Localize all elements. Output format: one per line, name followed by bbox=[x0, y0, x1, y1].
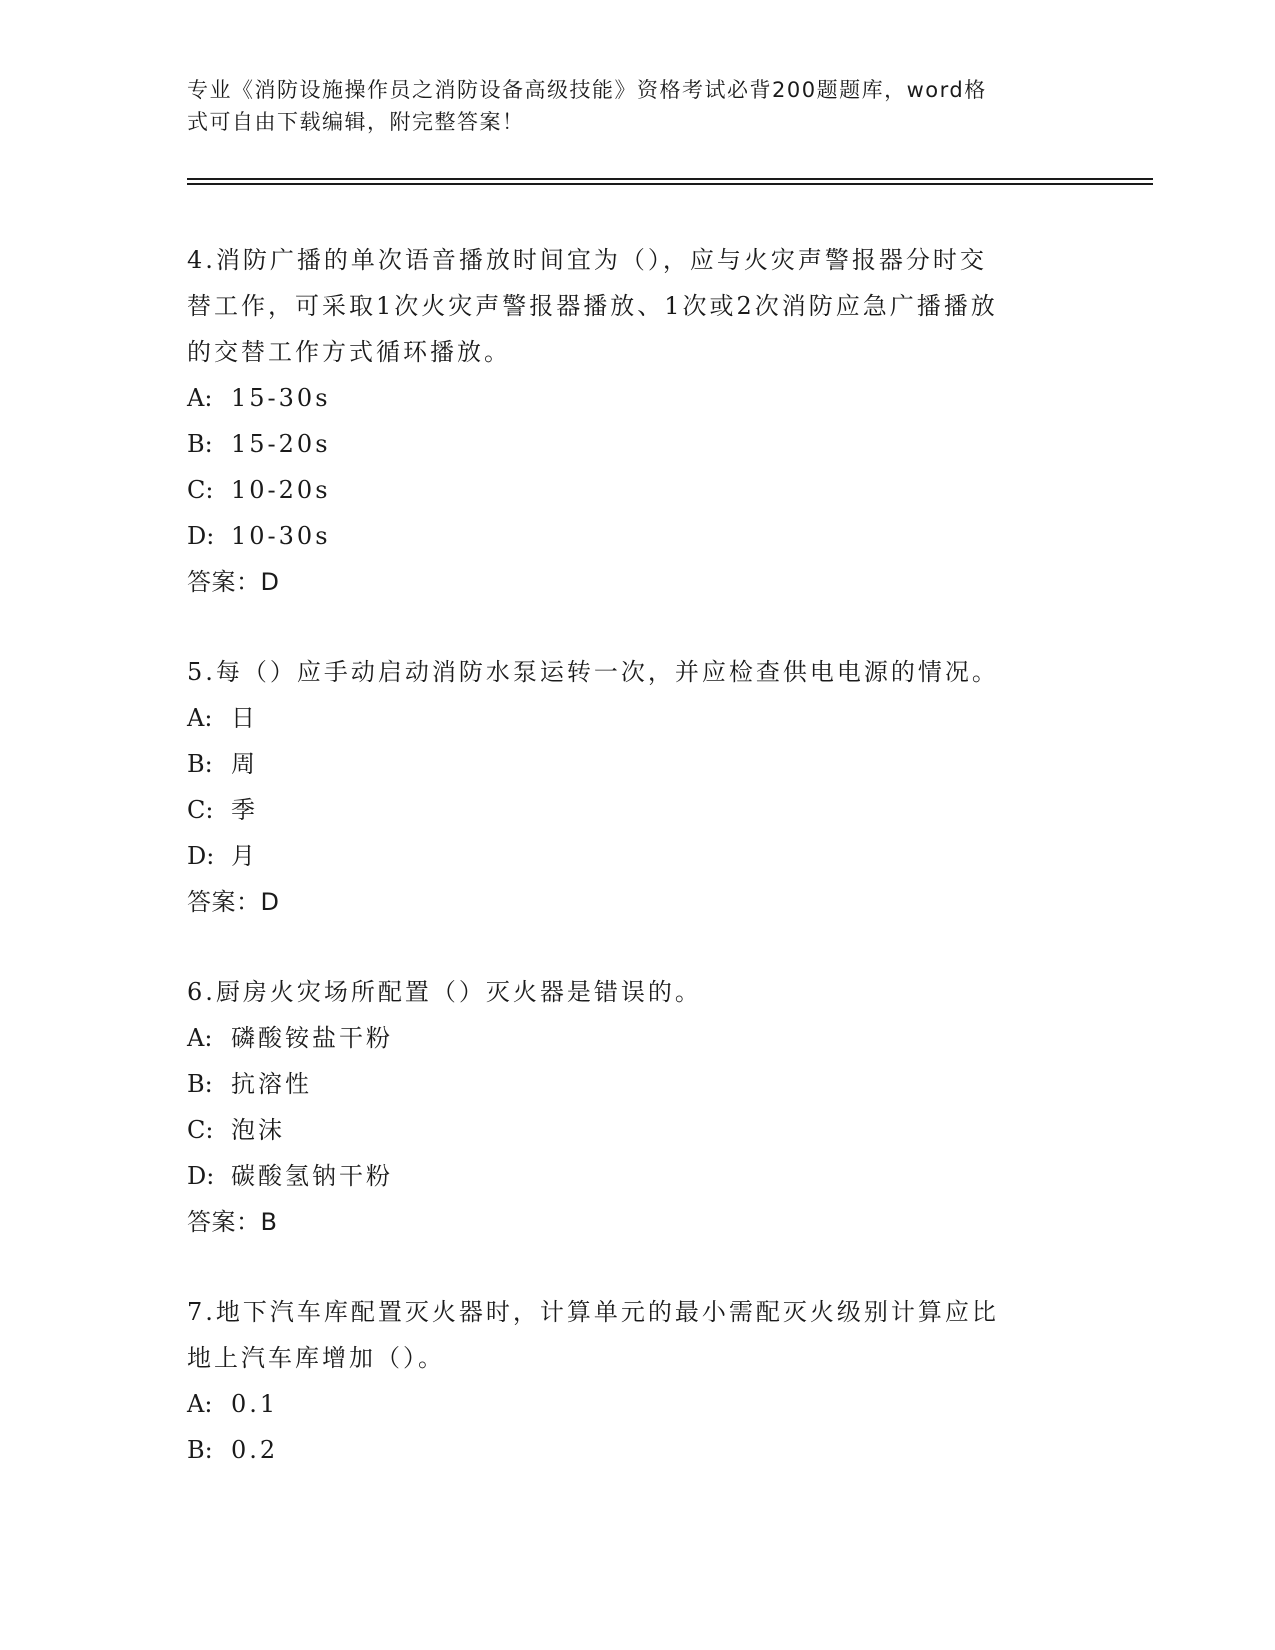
option-text: 磷酸铵盐干粉 bbox=[231, 1024, 393, 1052]
option-key: B: bbox=[187, 1070, 213, 1098]
question-4 bbox=[187, 237, 1087, 605]
question-text-line: 6.厨房火灾场所配置（）灭火器是错误的。 bbox=[187, 978, 702, 1006]
option-b bbox=[187, 421, 1087, 467]
document-header bbox=[187, 74, 1087, 138]
option-key: B: bbox=[187, 750, 213, 778]
option-c bbox=[187, 467, 1087, 513]
header-divider-bottom bbox=[187, 183, 1153, 185]
option-key: B: bbox=[187, 430, 213, 458]
option-a bbox=[187, 1015, 1087, 1061]
question-list bbox=[187, 237, 1087, 1473]
option-b bbox=[187, 1061, 1087, 1107]
option-b bbox=[187, 1427, 1087, 1473]
option-key: A: bbox=[187, 704, 213, 732]
option-text: 周 bbox=[231, 750, 258, 778]
option-text: 0.2 bbox=[231, 1436, 279, 1464]
option-b bbox=[187, 741, 1087, 787]
option-key: B: bbox=[187, 1436, 213, 1464]
option-d bbox=[187, 1153, 1087, 1199]
question-text-line: 替工作，可采取1次火灾声警报器播放、1次或2次消防应急广播播放 bbox=[187, 292, 998, 320]
header-divider-top bbox=[187, 178, 1153, 180]
option-text: 10-20s bbox=[231, 476, 331, 504]
option-key: A: bbox=[187, 1390, 213, 1418]
option-text: 0.1 bbox=[231, 1390, 279, 1418]
question-spacer bbox=[187, 605, 1087, 649]
question-5 bbox=[187, 649, 1087, 925]
answer-text: 答案：D bbox=[187, 568, 280, 596]
option-key: D: bbox=[187, 1162, 215, 1190]
header-line-1: 专业《消防设施操作员之消防设备高级技能》资格考试必背200题题库，word格 bbox=[187, 78, 987, 102]
option-key: A: bbox=[187, 1024, 213, 1052]
option-c bbox=[187, 1107, 1087, 1153]
option-key: A: bbox=[187, 384, 213, 412]
option-d bbox=[187, 833, 1087, 879]
option-text: 季 bbox=[231, 796, 258, 824]
question-text-line: 地上汽车库增加（）。 bbox=[187, 1344, 445, 1372]
option-text: 日 bbox=[231, 704, 258, 732]
answer-text: 答案：B bbox=[187, 1208, 278, 1236]
option-a bbox=[187, 695, 1087, 741]
option-text: 10-30s bbox=[231, 522, 331, 550]
option-c bbox=[187, 787, 1087, 833]
question-text-line: 的交替工作方式循环播放。 bbox=[187, 338, 511, 366]
option-a bbox=[187, 375, 1087, 421]
option-text: 抗溶性 bbox=[231, 1070, 312, 1098]
question-spacer bbox=[187, 1245, 1087, 1289]
answer-text: 答案：D bbox=[187, 888, 280, 916]
option-key: C: bbox=[187, 796, 214, 824]
header-line-2: 式可自由下载编辑，附完整答案！ bbox=[187, 110, 525, 134]
option-key: C: bbox=[187, 1116, 214, 1144]
option-key: D: bbox=[187, 842, 215, 870]
question-text-line: 5.每（）应手动启动消防水泵运转一次，并应检查供电电源的情况。 bbox=[187, 658, 999, 686]
option-text: 泡沫 bbox=[231, 1116, 285, 1144]
option-key: D: bbox=[187, 522, 215, 550]
option-d bbox=[187, 513, 1087, 559]
option-text: 15-30s bbox=[231, 384, 331, 412]
option-a bbox=[187, 1381, 1087, 1427]
question-spacer bbox=[187, 925, 1087, 969]
question-6 bbox=[187, 969, 1087, 1245]
option-text: 月 bbox=[231, 842, 258, 870]
question-text-line: 7.地下汽车库配置灭火器时，计算单元的最小需配灭火级别计算应比 bbox=[187, 1298, 999, 1326]
option-key: C: bbox=[187, 476, 214, 504]
question-text-line: 4.消防广播的单次语音播放时间宜为（），应与火灾声警报器分时交 bbox=[187, 246, 987, 274]
option-text: 15-20s bbox=[231, 430, 331, 458]
question-7 bbox=[187, 1289, 1087, 1473]
option-text: 碳酸氢钠干粉 bbox=[231, 1162, 393, 1190]
